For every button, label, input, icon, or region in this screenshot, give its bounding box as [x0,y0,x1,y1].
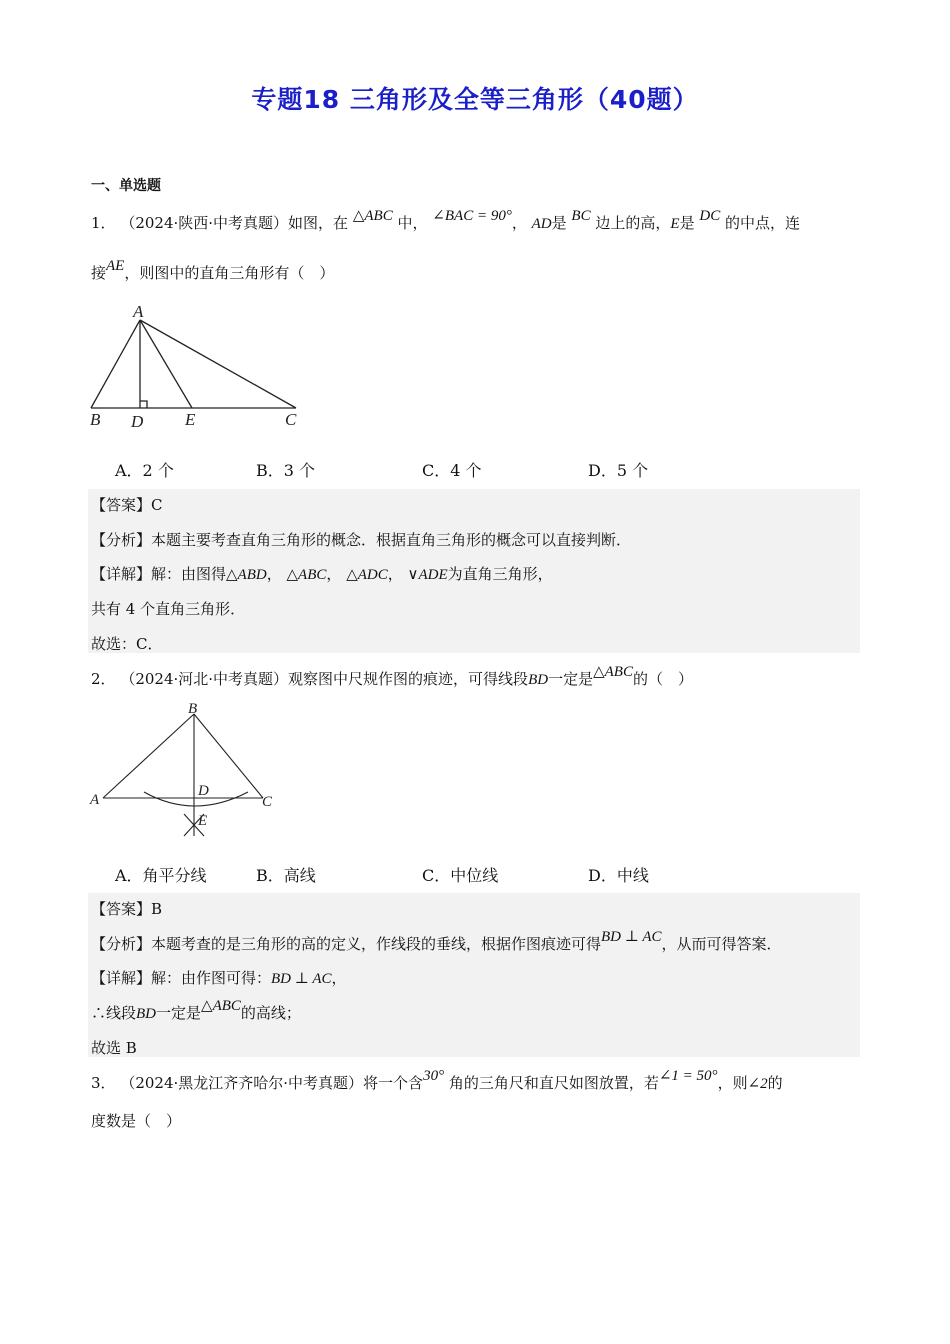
segment-ab [91,320,140,408]
detail-text: ， [266,565,282,583]
label-a: A [90,792,100,808]
stem-text: 角的三角尺和直尺如图放置，若 [448,1074,659,1092]
stem-text: 接 [91,264,107,282]
segment-ac [140,320,296,408]
math-e: E [670,216,680,232]
label-d: D [131,412,144,431]
detail-text: ， [326,565,342,583]
math-adc: △ADC [346,567,388,583]
detail-line [91,967,347,988]
detail-text: ， [331,969,347,987]
label-b: B [90,410,101,429]
stem-text: 边上的高， [595,214,671,232]
detail-line-2 [91,998,301,1023]
detail-text: 的高线； [240,1004,301,1022]
math-angle-2: ∠2 [747,1076,768,1092]
page-title: 专题18 三角形及全等三角形（40题） [251,85,699,114]
analysis-line: 【分析】本题主要考查直角三角形的概念．根据直角三角形的概念可以直接判断． [91,531,632,549]
math-angle-1: ∠1 = 50° [658,1068,718,1084]
analysis-text: 【分析】本题考查的是三角形的高的定义，作线段的垂线，根据作图痕迹可得 [91,935,602,953]
stem-text: 一定是 [548,670,594,688]
question-1-stem [91,208,800,233]
option-b[interactable]: B．3 个 [256,461,316,480]
stem-text: ，则图中的直角三角形有（ ） [124,264,335,282]
math-triangle-abc: △ABC [201,998,241,1014]
detail-text: 为直角三角形， [447,565,553,583]
math-triangle-abc: △ABC [286,567,327,583]
math-angle-bac: ∠BAC = 90° [432,208,512,224]
answer-line: 【答案】C [91,496,163,514]
option-b[interactable]: B．高线 [256,866,316,885]
conclusion-line: 故选 B [91,1039,137,1057]
stem-text: 是 [551,214,567,232]
stem-text: ，则 [717,1074,748,1092]
math-bd: BD [528,672,549,688]
detail-line-2: 共有 4 个直角三角形． [91,600,246,618]
stem-text: 的中点，连 [724,214,800,232]
stem-text: ， [511,214,527,232]
stem-text: 的（ ） [632,670,693,688]
math-ade: ∨ADE [407,567,448,583]
math-ad: AD [531,216,552,232]
math-triangle-abc: △ABC [352,208,393,224]
option-a[interactable]: A．角平分线 [115,866,207,885]
question-1-figure [86,298,306,434]
question-source: （2024·陕西·中考真题） [120,214,289,232]
segment-ab [103,714,194,798]
math-30-degrees: 30° [423,1068,445,1084]
detail-text: 【详解】解：由作图可得： [91,969,272,987]
math-bd-perp-ac: BD ⊥ AC [601,929,662,945]
math-abd: ABD [237,567,267,583]
question-2-stem [91,664,693,689]
question-source: （2024·河北·中考真题） [120,670,289,688]
math-triangle-abc: △ABC [593,664,633,680]
label-a: A [133,302,144,321]
label-b: B [188,701,198,717]
question-source: （2024·黑龙江齐齐哈尔·中考真题） [120,1074,364,1092]
detail-text: ∴线段 [91,1004,137,1022]
analysis-line [91,929,782,954]
label-d: D [198,783,209,799]
math-bd: BD [136,1006,157,1022]
label-e: E [185,410,196,429]
conclusion-line: 故选：C． [91,635,163,653]
option-a[interactable]: A．2 个 [115,461,174,480]
right-angle-mark [140,401,147,408]
label-e: E [198,813,208,829]
question-number: 2． [91,670,116,688]
question-2-options [0,863,950,883]
stem-text: 的 [767,1074,783,1092]
segment-ae [140,320,192,408]
math-bc: BC [571,208,591,224]
math-ae: AE [106,258,125,274]
stem-text: 将一个含 [363,1074,424,1092]
option-d[interactable]: D．中线 [588,866,649,885]
option-d[interactable]: D．5 个 [588,461,649,480]
stem-text: 是 [679,214,695,232]
question-2-figure [86,698,286,844]
label-c: C [285,410,297,429]
math-bd-perp-ac: BD ⊥ AC [271,971,332,987]
question-number: 1． [91,214,116,232]
detail-line [91,563,553,584]
answer-line: 【答案】B [91,900,163,918]
question-3-stem [91,1068,783,1093]
section-heading: 一、单选题 [91,178,161,194]
question-1-options [0,458,950,478]
detail-text: 【详解】解：由图得△ [91,565,238,583]
analysis-text: ，从而可得答案． [661,935,782,953]
detail-text: 一定是 [156,1004,202,1022]
stem-text: 中， [397,214,428,232]
detail-text: ， [387,565,403,583]
stem-text: 如图，在 [288,214,349,232]
label-c: C [262,794,273,810]
question-3-stem-line2: 度数是（ ） [91,1112,182,1130]
stem-text: 观察图中尺规作图的痕迹，可得线段 [288,670,529,688]
math-dc: DC [699,208,721,224]
question-number: 3． [91,1074,116,1092]
construction-arc [144,792,248,806]
option-c[interactable]: C．4 个 [422,461,482,480]
question-1-stem-line2 [91,258,335,283]
option-c[interactable]: C．中位线 [422,866,499,885]
